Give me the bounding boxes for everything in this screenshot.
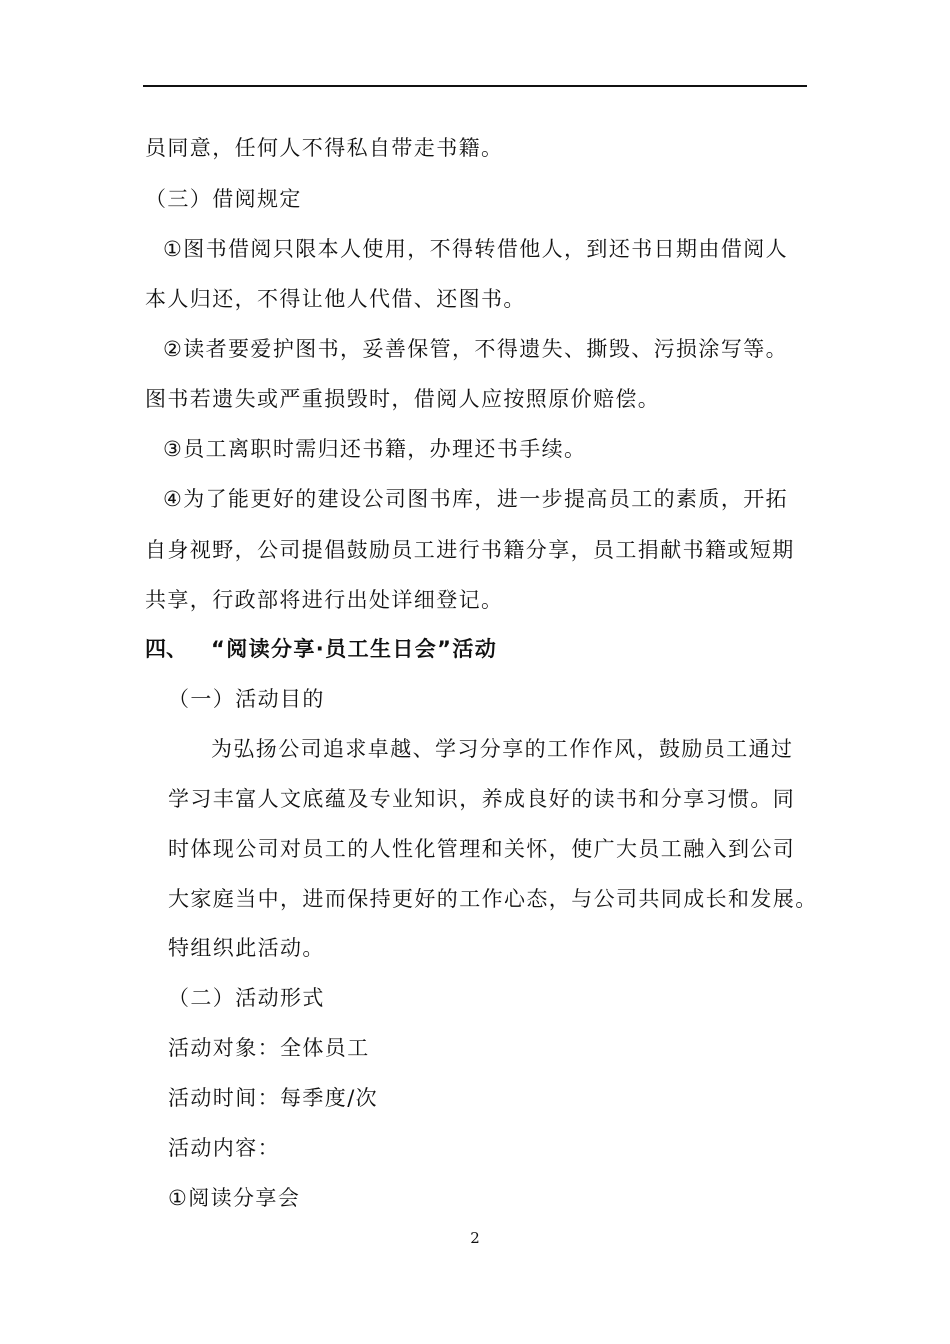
header-rule — [143, 85, 807, 87]
paragraph-line: 时体现公司对员工的人性化管理和关怀，使广大员工融入到公司 — [168, 837, 796, 861]
paragraph-line: 自身视野，公司提倡鼓励员工进行书籍分享，员工捐献书籍或短期 — [145, 538, 795, 562]
paragraph-line: ④为了能更好的建设公司图书库，进一步提高员工的素质，开拓 — [163, 487, 789, 511]
paragraph-line: 为弘扬公司追求卓越、学习分享的工作作风，鼓励员工通过 — [211, 737, 794, 761]
section-title: “阅读分享·员工生日会”活动 — [211, 637, 498, 661]
subheading-purpose: （一）活动目的 — [168, 687, 325, 711]
paragraph-line: 图书若遗失或严重损毁时，借阅人应按照原价赔偿。 — [145, 387, 661, 411]
paragraph-line: ②读者要爱护图书，妥善保管，不得遗失、撕毁、污损涂写等。 — [163, 337, 789, 361]
paragraph-line: ③员工离职时需归还书籍，办理还书手续。 — [163, 437, 587, 461]
paragraph-line: 学习丰富人文底蕴及专业知识，养成良好的读书和分享习惯。同 — [168, 787, 796, 811]
paragraph-line: ①图书借阅只限本人使用，不得转借他人，到还书日期由借阅人 — [163, 237, 789, 261]
reading-share-item: ①阅读分享会 — [168, 1186, 301, 1210]
page-number: 2 — [470, 1229, 480, 1247]
section-number: 四、 — [145, 637, 187, 661]
paragraph-line: 特组织此活动。 — [168, 936, 325, 960]
subheading-format: （二）活动形式 — [168, 986, 325, 1010]
activity-target: 活动对象：全体员工 — [168, 1036, 370, 1060]
activity-content-label: 活动内容： — [168, 1136, 280, 1160]
paragraph-line: 员同意，任何人不得私自带走书籍。 — [145, 136, 504, 160]
paragraph-line: 共享，行政部将进行出处详细登记。 — [145, 588, 504, 612]
activity-time: 活动时间：每季度/次 — [168, 1086, 379, 1110]
paragraph-line: 大家庭当中，进而保持更好的工作心态，与公司共同成长和发展。 — [168, 887, 818, 911]
subheading-borrowing-rules: （三）借阅规定 — [145, 187, 302, 211]
paragraph-line: 本人归还，不得让他人代借、还图书。 — [145, 287, 526, 311]
